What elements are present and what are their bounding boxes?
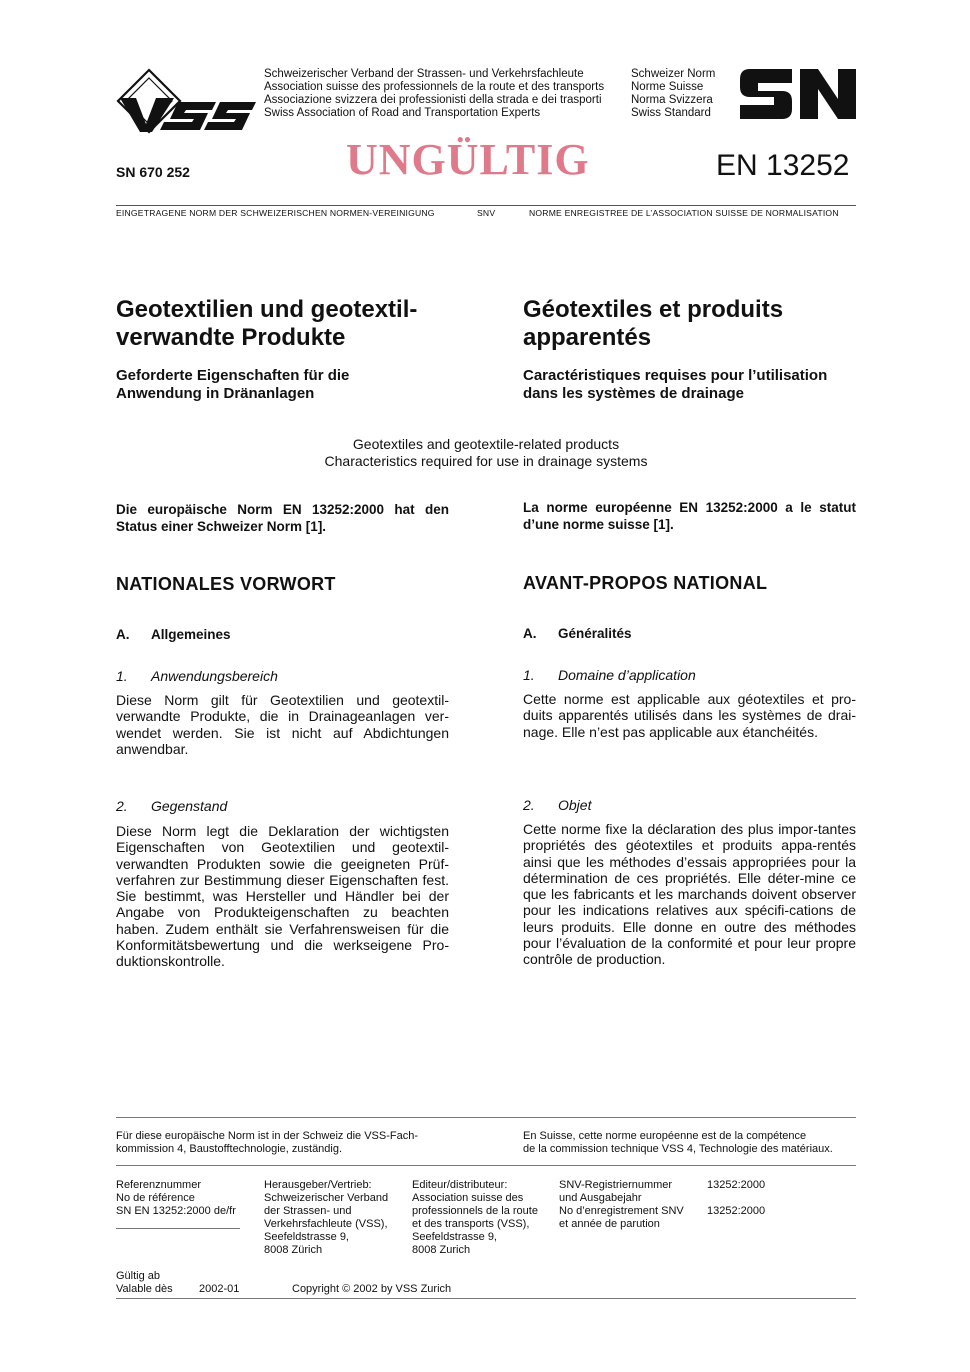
section-heading-de: NATIONALES VORWORT [116, 574, 336, 594]
publisher-fr-line: 8008 Zurich [412, 1244, 471, 1256]
publisher-fr [412, 1179, 538, 1257]
reference-value: SN EN 13252:2000 de/fr [116, 1205, 236, 1217]
competence-de [116, 1130, 418, 1156]
snv-registration-de-line: SNV-Registriernummer [559, 1179, 673, 1191]
subsection-a-de [116, 627, 231, 642]
snv-registration-fr [559, 1205, 684, 1231]
header-divider [116, 205, 856, 206]
publisher-de-line: Herausgeber/Vertrieb: [264, 1179, 372, 1191]
reference-label-de: Referenznummer [116, 1179, 201, 1191]
subtitle-de [116, 367, 349, 403]
clause-title: Anwendungsbereich [151, 668, 278, 684]
status-statement-de: Die europäische Norm EN 13252:2000 hat den Status einer Schweizer Norm [1]. [116, 502, 449, 534]
clause-1-heading-de [116, 668, 278, 684]
valid-from-label-de: Gültig ab [116, 1270, 161, 1282]
invalid-stamp: UNGÜLTIG [346, 135, 590, 184]
clause-1-text-fr: Cette norme est applicable aux géotextiles et pro-duits apparentés utilisés dans les systèmes de drai-nage. Elle n’est pas applicable aux étanchéités. [523, 691, 856, 740]
section-heading-fr: AVANT-PROPOS NATIONAL [523, 573, 768, 593]
footer-divider-top [116, 1117, 856, 1118]
snv-registration-de [559, 1179, 672, 1205]
valid-from [116, 1270, 173, 1296]
subtitle-de-line: Anwendung in Dränanlagen [116, 385, 315, 402]
reference-label-fr: No de référence [116, 1192, 195, 1204]
publisher-de-line: 8008 Zürich [264, 1244, 323, 1256]
english-titles [116, 436, 856, 469]
publisher-fr-line: Seefeldstrasse 9, [412, 1231, 497, 1243]
clause-title: Gegenstand [151, 798, 228, 814]
english-title: Geotextiles and geotextile-related products [352, 436, 620, 452]
clause-2-text-fr: Cette norme fixe la déclaration des plus impor-tantes propriétés des géotextiles et produits appa-rentés ainsi que les méthodes d’essais appropriées pour la détermination de ces propriétés. Elle déter-mine ce que les fabricants et les marchands doivent observer pour les indications relatives aux spécifi-cations de leurs produits. Elle donne en outre des méthodes pour l’évaluation de la conformité et pour leur propre contrôle de production. [523, 821, 856, 968]
clause-title: Domaine d’application [558, 667, 696, 683]
title-fr-line: apparentés [523, 324, 652, 351]
publisher-de-line: der Strassen- und [264, 1205, 352, 1217]
clause-number: 2. [523, 797, 535, 813]
association-names [264, 68, 604, 120]
publisher-de-line: Seefeldstrasse 9, [264, 1231, 349, 1243]
reference-block [116, 1179, 236, 1218]
snv-registration-fr-line: No d’enregistrement SNV [559, 1205, 684, 1217]
norm-label-de: Schweizer Norm [631, 68, 716, 80]
vss-logo [116, 68, 258, 134]
snv-registration-de-line: und Ausgabejahr [559, 1192, 642, 1204]
association-name-it: Associazione svizzera dei professionisti della strada e dei trasporti [264, 94, 602, 106]
clause-2-heading-de [116, 798, 227, 814]
subsection-a-fr [523, 626, 632, 641]
en-number: EN 13252 [716, 149, 850, 182]
subtitle-fr [523, 367, 827, 403]
status-statement-fr: La norme européenne EN 13252:2000 a le statut d’une norme suisse [1]. [523, 500, 856, 532]
title-de [116, 296, 417, 352]
registration-line-fr: NORME ENREGISTREE DE L’ASSOCIATION SUISSE DE NORMALISATION [529, 208, 839, 218]
publisher-de-line: Verkehrsfachleute (VSS), [264, 1218, 388, 1230]
association-name-en: Swiss Association of Road and Transportation Experts [264, 107, 541, 119]
title-fr [523, 296, 783, 352]
snv-registration-fr-line: et année de parution [559, 1218, 660, 1230]
registration-line-de: EINGETRAGENE NORM DER SCHWEIZERISCHEN NORMEN-VEREINIGUNG [116, 208, 435, 218]
publisher-de-line: Schweizerischer Verband [264, 1192, 389, 1204]
snv-registration-de-value: 13252:2000 [707, 1179, 766, 1191]
subsection-number: A. [523, 626, 537, 641]
subtitle-fr-line: Caractéristiques requises pour l’utilisation [523, 367, 828, 384]
valid-from-label-fr: Valable dès [116, 1283, 173, 1295]
footer-divider-bottom [116, 1298, 856, 1299]
footer-divider-mid [116, 1165, 856, 1166]
sn-logo [740, 69, 856, 119]
publisher-fr-line: Editeur/distributeur: [412, 1179, 508, 1191]
title-fr-line: Géotextiles et produits [523, 296, 784, 323]
clause-number: 1. [116, 668, 128, 684]
association-name-de: Schweizerischer Verband der Strassen- und Verkehrsfachleute [264, 68, 584, 80]
registration-snv: SNV [477, 208, 496, 218]
norm-label-en: Swiss Standard [631, 107, 711, 119]
norm-labels [631, 68, 715, 120]
subsection-label: Généralités [558, 626, 632, 641]
clause-1-heading-fr [523, 667, 696, 683]
competence-de-line: Für diese europäische Norm ist in der Schweiz die VSS-Fach- [116, 1130, 419, 1142]
norm-label-fr: Norme Suisse [631, 81, 704, 93]
reference-number: SN 670 252 [116, 164, 190, 180]
publisher-fr-line: et des transports (VSS), [412, 1218, 530, 1230]
subsection-number: A. [116, 627, 130, 642]
clause-number: 2. [116, 798, 128, 814]
publisher-de [264, 1179, 388, 1257]
competence-fr-line: de la commission technique VSS 4, Technologie des matériaux. [523, 1143, 833, 1155]
clause-title: Objet [558, 797, 592, 813]
competence-de-line: kommission 4, Baustofftechnologie, zuständig. [116, 1143, 343, 1155]
clause-2-text-de: Diese Norm legt die Deklaration der wichtigsten Eigenschaften von Geotextilien und geotextil-verwandten Produkten sowie die geeigneten Prüf-verfahren zur Bestimmung dieser Eigenschaften fest. Sie bestimmt, was Hersteller und Händler bei der Angabe von Produkteigenschaften zu beachten haben. Zudem enthält sie Verfahrensweisen für die Konformitätsbewertung und die werkseigene Pro-duktionskontrolle. [116, 823, 449, 970]
english-subtitle: Characteristics required for use in drainage systems [324, 452, 648, 469]
subtitle-fr-line: dans les systèmes de drainage [523, 385, 744, 402]
association-name-fr: Association suisse des professionnels de la route et des transports [264, 81, 605, 93]
competence-fr [523, 1130, 833, 1156]
reference-divider [116, 1228, 240, 1229]
subtitle-de-line: Geforderte Eigenschaften für die [116, 367, 350, 384]
snv-registration-fr-value: 13252:2000 [707, 1205, 766, 1217]
copyright: Copyright © 2002 by VSS Zurich [292, 1283, 452, 1295]
norm-label-it: Norma Svizzera [631, 94, 713, 106]
clause-1-text-de: Diese Norm gilt für Geotextilien und geotextil-verwandte Produkte, die in Drainageanlagen ver-wendet werden. Sie ist nicht auf Abdichtungen anwendbar. [116, 692, 449, 757]
clause-number: 1. [523, 667, 535, 683]
publisher-fr-line: Association suisse des [412, 1192, 524, 1204]
title-de-line: Geotextilien und geotextil- [116, 296, 418, 323]
valid-from-date: 2002-01 [199, 1283, 240, 1295]
subsection-label: Allgemeines [151, 627, 231, 642]
title-de-line: verwandte Produkte [116, 324, 346, 351]
competence-fr-line: En Suisse, cette norme européenne est de la compétence [523, 1130, 807, 1142]
publisher-fr-line: professionnels de la route [412, 1205, 538, 1217]
clause-2-heading-fr [523, 797, 591, 813]
